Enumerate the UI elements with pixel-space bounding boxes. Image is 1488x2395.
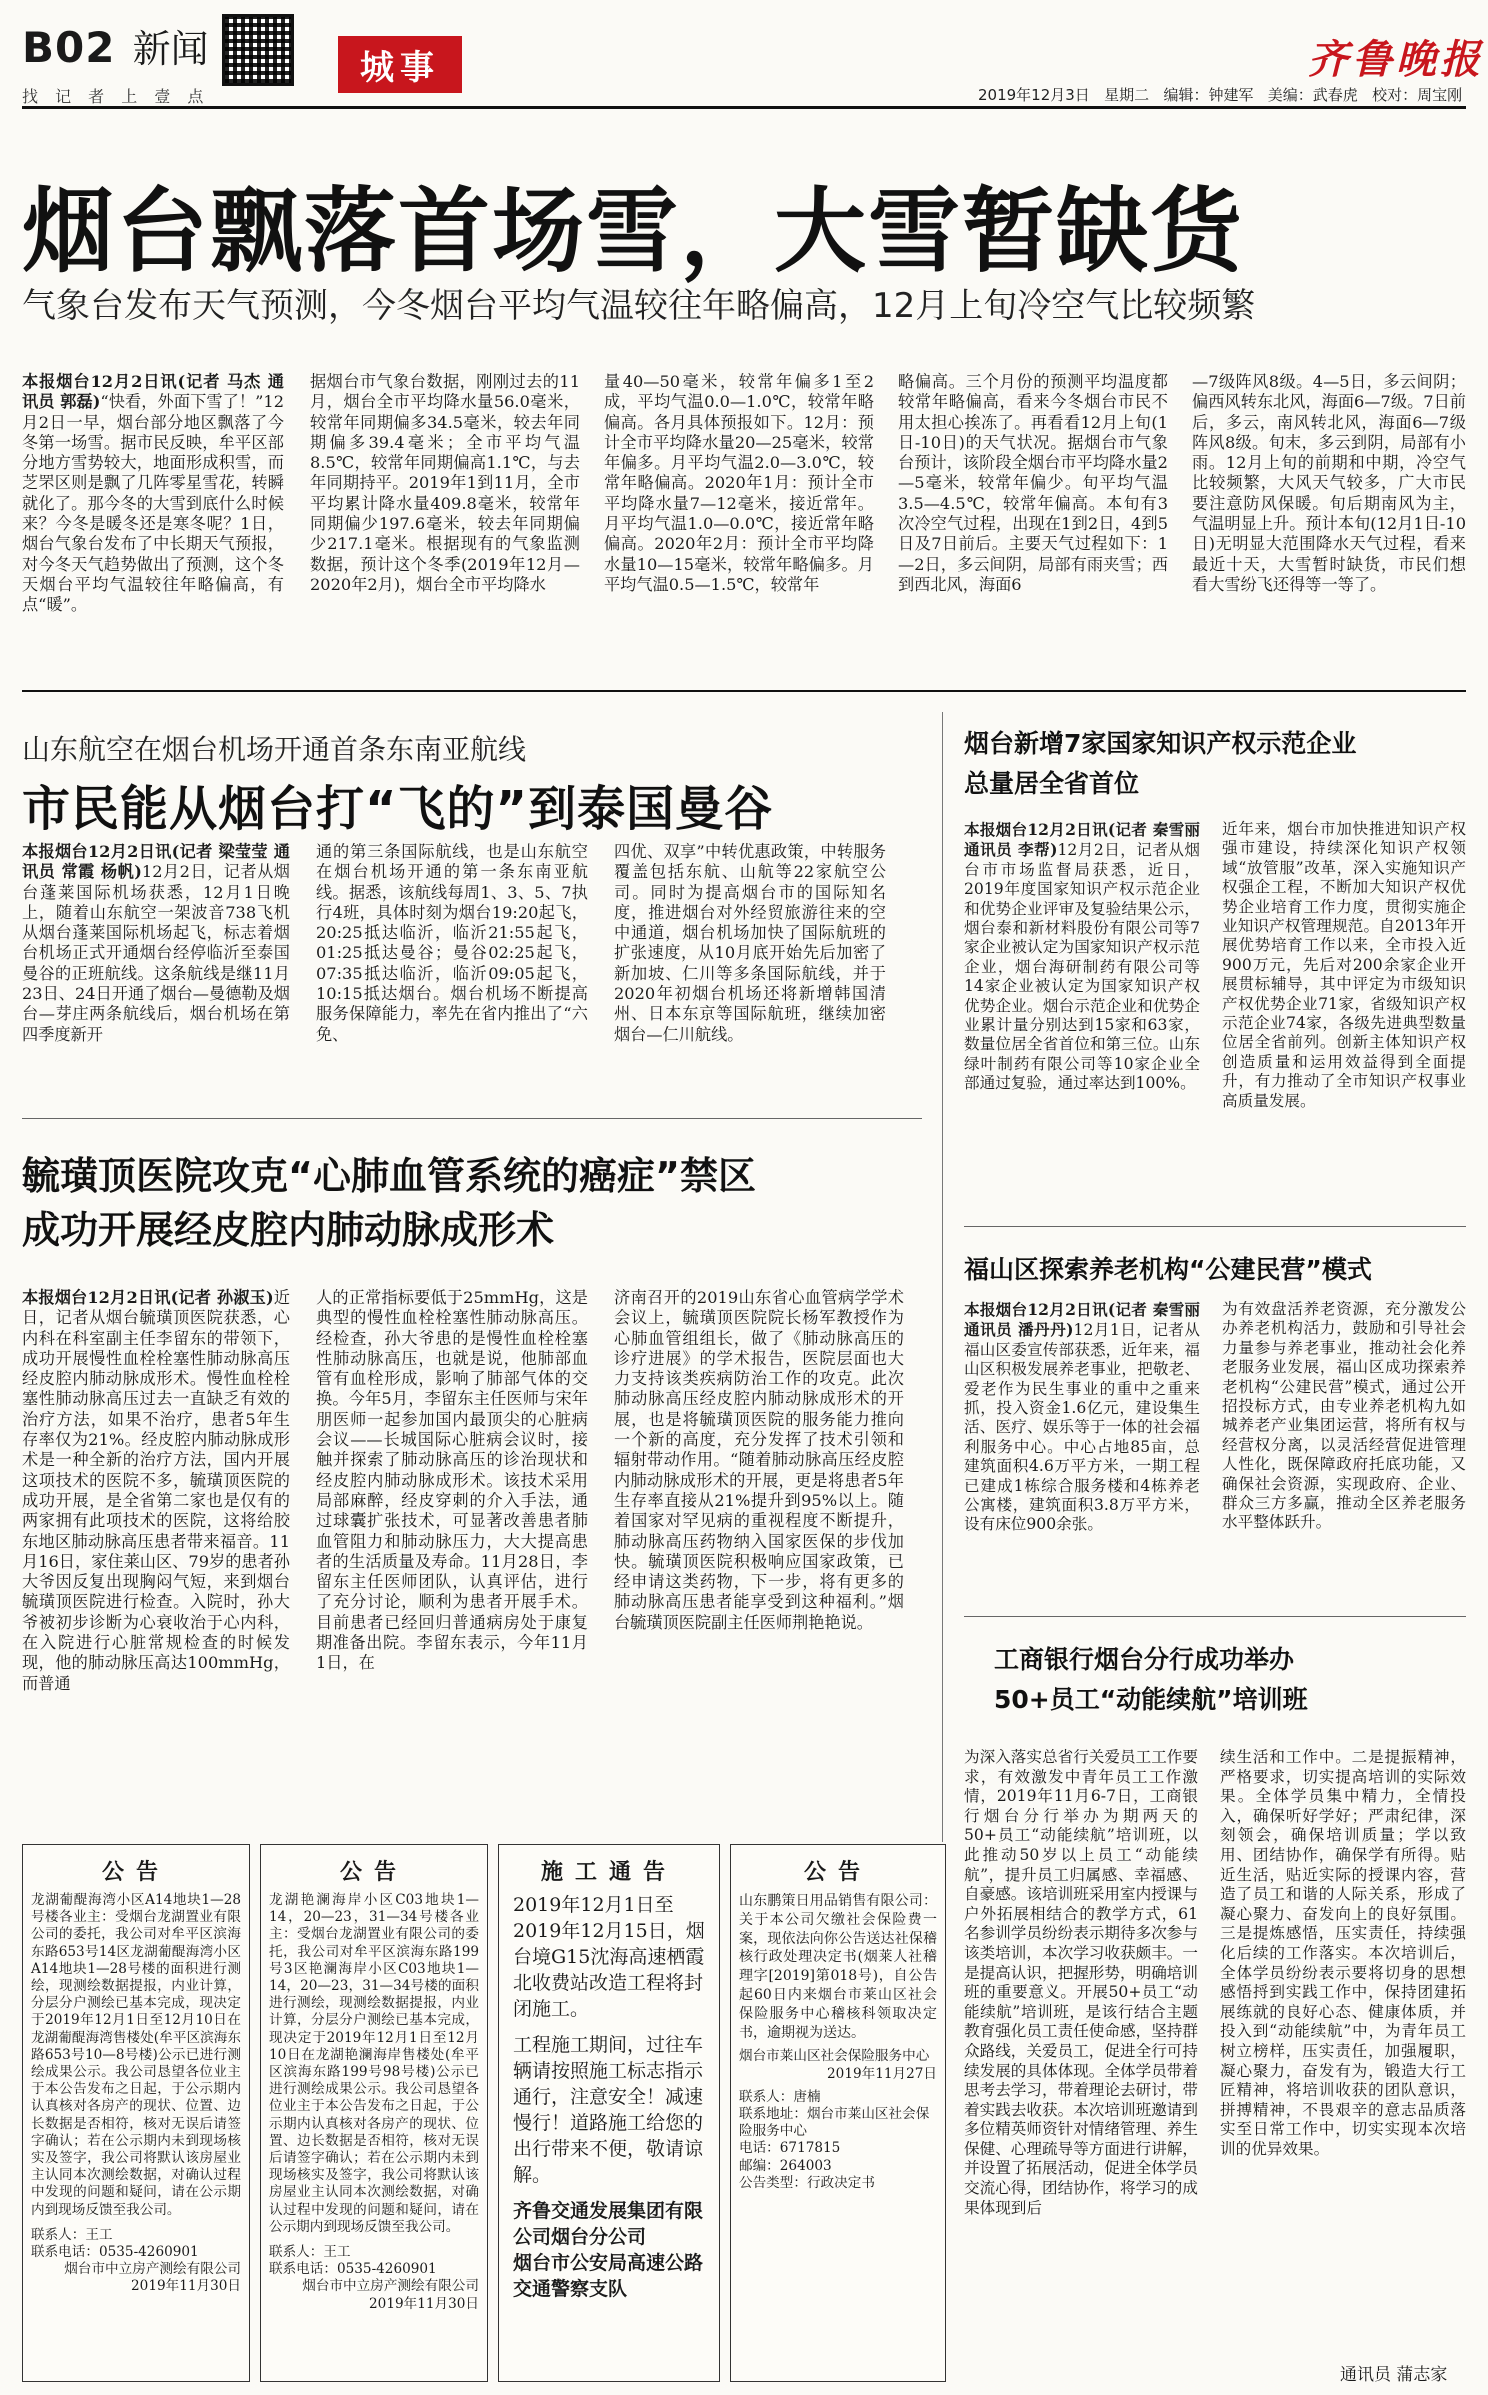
- story5-column-2: 为有效盘活养老资源，充分激发公办养老机构活力，鼓励和引导社会力量参与养老事业，推动社会化养老服务业发展，福山区成功探索养老机构“公建民营”模式，通过公开招投标方式，由专业养老机构九如城养老产业集团运营，将所有权与经营权分离，以灵活经营促进管理人性化，既保障政府托底功能，又确保社会资源，实现政府、企业、群众三方多赢，推动全区养老服务水平整体跃升。: [1222, 1300, 1466, 1532]
- column-divider-right: [942, 712, 943, 1842]
- section-name: 新闻: [132, 27, 209, 71]
- story4-column-1: [964, 820, 1200, 1216]
- story2-kicker: 山东航空在烟台机场开通首条东南亚航线: [22, 733, 527, 766]
- notice-2-contact: 联系人：王工: [269, 2244, 351, 2261]
- newspaper-logo: 齐鲁晚报: [1308, 36, 1484, 83]
- notice-2-org: 烟台市中立房产测绘有限公司: [302, 2278, 479, 2295]
- story4-divider: [964, 1226, 1466, 1227]
- notice-4-postcode: 邮编：264003: [739, 2157, 832, 2174]
- notice-3-title: 施工通告: [540, 1860, 677, 1885]
- page-number: B02: [22, 23, 116, 72]
- story1-dateline: 本报烟台12月2日讯(记者 马杰 通讯员 郭磊): [22, 372, 284, 412]
- story1-headline: 烟台飘落首场雪，大雪暂缺货: [22, 178, 1245, 285]
- notice-1-date: 2019年11月30日: [131, 2278, 241, 2295]
- story2-column-2: 通的第三条国际航线，也是山东航空在烟台机场开通的第一条东南亚航线。据悉，该航线每周1、3、5、7执行4班，具体时刻为烟台19:20起飞，20:25抵达临沂，临沂21:55起飞，01:25抵达曼谷；曼谷02:25起飞，07:35抵达临沂，临沂09:05起飞，10:15抵达烟台。烟台机场不断提高服务保障能力，率先在省内推出了“六免、: [316, 842, 588, 1044]
- notice-1-org: 烟台市中立房产测绘有限公司: [64, 2261, 241, 2278]
- notice-1-body: 龙湖葡醍海湾小区A14地块1—28号楼各业主：受烟台龙湖置业有限公司的委托，我公司对牟平区滨海东路653号14区龙湖葡醍海湾小区A14地块1—28号楼的面积进行测绘，现测绘数据提报，内业计算，分层分户测绘已基本完成，现决定于2019年12月1日至12月10日在龙湖葡醍海湾售楼处(牟平区滨海东路653号10—8号楼)公示已进行测绘成果公示。我公司恳望各位业主于本公告发布之日起，于公示期内认真核对各房产的现状、位置、边长数据是否相符，核对无误后请签字确认；若在公示期内未到现场核实及签字，我公司将默认该房屋业主认同本次测绘数据，对确认过程中发现的问题和疑问，请在公示期内到现场反馈至我公司。: [31, 1892, 241, 2218]
- story1-column-1: [22, 372, 284, 670]
- notice-4-org: 烟台市莱山区社会保险服务中心: [739, 2048, 930, 2065]
- story3-headline-line2: 成功开展经皮腔内肺动脉成形术: [22, 1208, 555, 1252]
- notice-4-type: 公告类型：行政决定书: [739, 2174, 875, 2191]
- notice-1: [22, 1844, 250, 2382]
- qr-code-icon[interactable]: [222, 14, 294, 86]
- masthead-left: [22, 18, 209, 73]
- notice-2-title: 公告: [339, 1860, 408, 1885]
- story4-headline-line1: 烟台新增7家国家知识产权示范企业: [964, 729, 1357, 758]
- story4-text-1: 12月2日，记者从烟台市市场监督局获悉，近日，2019年度国家知识产权示范企业和优势企业评审及复验结果公示，烟台泰和新材料股份有限公司等7家企业被认定为国家知识产权示范企业，烟台海研制药有限公司等14家企业被认定为国家知识产权优势企业。烟台示范企业和优势企业累计量分别达到15家和63家，数量位居全省首位和第三位。山东绿叶制药有限公司等10家企业全部通过复验，通过率达到100%。: [964, 841, 1200, 1093]
- notice-1-phone: 联系电话：0535-4260901: [31, 2244, 199, 2261]
- story5-text-1: 12月1日，记者从福山区委宣传部获悉，近年来，福山区积极发展养老事业，把敬老、爱老作为民生事业的重中之重来抓，投入资金1.6亿元，建设集生活、医疗、娱乐等于一体的社会福利服务中心。中心占地85亩，总建筑面积4.6万平方米，一期工程已建成1栋综合服务楼和4栋养老公寓楼，建筑面积3.8万平方米，设有床位900余张。: [964, 1321, 1200, 1534]
- story6-column-1: 为深入落实总省行关爱员工工作要求，有效激发中青年员工工作激情，2019年11月6-7日，工商银行烟台分行举办为期两天的50+员工“动能续航”培训班，以此推动50岁以上员工“动能续航”，提升员工归属感、幸福感、自豪感。该培训班采用室内授课与户外拓展相结合的教学方式，61名参训学员纷纷表示期待多次参与该类培训，本次学习收获颇丰。一是提高认识，把握形势，明确培训班的重要意义。开展50+员工“动能续航”培训班，是该行结合主题教育强化员工责任使命感，坚持群众路线，关爱员工，促进全行可持续发展的具体体现。全体学员带着思考去学习，带着理论去研讨，带着实践去收获。本次培训班邀请到多位精英师资针对情绪管理、养生保健、心理疏导等方面进行讲解，并设置了拓展活动，促进全体学员交流心得，团结协作，将学习的成果体现到后: [964, 1748, 1198, 2217]
- notice-4-body: 山东鹏策日用品销售有限公司：关于本公司欠缴社会保险费一案，现依法向你公告送达社保稽核行政处理决定书(烟莱人社稽理字[2019]第018号)，自公告起60日内来烟台市莱山区社会保险服务中心稽核科领取决定书，逾期视为送达。: [739, 1893, 937, 2041]
- story3-headline-line1: 毓璜顶医院攻克“心肺血管系统的癌症”禁区: [22, 1154, 756, 1198]
- notice-3-body-2: 工程施工期间，过往车辆请按照施工标志指示通行，注意安全！减速慢行！道路施工给您的出行带来不便，敬请谅解。: [513, 2034, 704, 2186]
- notice-2: [260, 1844, 488, 2382]
- nav-note: 找 记 者 上 壹 点: [22, 87, 210, 106]
- story4-headline-line2: 总量居全省首位: [964, 769, 1140, 798]
- story1-divider: [22, 690, 1466, 692]
- notice-4-date: 2019年11月27日: [827, 2065, 937, 2082]
- story2-dateline: 本报烟台12月2日讯(记者 梁莹莹 通讯员 常霞 杨帆): [22, 842, 290, 882]
- proofreader: 校对：周宝刚: [1372, 86, 1463, 104]
- notice-4-phone: 电话：6717815: [739, 2140, 841, 2157]
- notice-3-org-1: 齐鲁交通发展集团有限公司烟台分公司: [513, 2200, 704, 2248]
- notice-2-date: 2019年11月30日: [369, 2295, 479, 2312]
- notice-1-contact: 联系人：王工: [31, 2226, 113, 2243]
- issue-weekday: 星期二: [1104, 86, 1150, 104]
- notice-4-contact: 联系人：唐楠: [739, 2088, 821, 2105]
- notice-2-body: 龙湖艳澜海岸小区C03地块1—14，20—23，31—34号楼各业主：受烟台龙湖置业有限公司的委托，我公司对牟平区滨海东路199号3区艳澜海岸小区C03地块1—14，20—23，31—34号楼的面积进行测绘，现测绘数据提报，内业计算，分层分户测绘已基本完成，现决定于2019年12月1日至12月10日在龙湖艳澜海岸售楼处(牟平区滨海东路199号98号楼)公示已进行测绘成果公示。我公司恳望各位业主于本公告发布之日起，于公示期内认真核对各房产的现状、位置、边长数据是否相符，核对无误后请签字确认；若在公示期内未到现场核实及签字，我公司将默认该房屋业主认同本次测绘数据，对确认过程中发现的问题和疑问，请在公示期内到现场反馈至我公司。: [269, 1892, 479, 2235]
- story5-divider: [964, 1616, 1466, 1617]
- story3-text-1: 近日，记者从烟台毓璜顶医院获悉，心内科在科室副主任李留东的带领下，成功开展慢性血栓栓塞性肺动脉高压经皮腔内肺动脉成形术。慢性血栓栓塞性肺动脉高压过去一直缺乏有效的治疗方法，如果不治疗，患者5年生存率仅为21%。经皮腔内肺动脉成形术是一种全新的治疗方法，国内开展这项技术的医院不多，毓璜顶医院的成功开展，是全省第二家也是仅有的两家拥有此项技术的医院，这将给胶东地区肺动脉高压患者带来福音。11月16日，家住莱山区、79岁的患者孙大爷因反复出现胸闷气短，来到烟台毓璜顶医院进行检查。入院时，孙大爷被初步诊断为心衰收治于心内科，在入院进行心脏常规检查的时候发现，他的肺动脉压高达100mmHg，而普通: [22, 1288, 290, 1693]
- story3-dateline: 本报烟台12月2日讯(记者 孙淑玉): [22, 1288, 274, 1307]
- story3-column-2: 人的正常指标要低于25mmHg，这是典型的慢性血栓栓塞性肺动脉高压。经检查，孙大爷患的是慢性血栓栓塞性肺动脉高压，也就是说，他肺部血管有血栓形成，影响了肺部气体的交换。今年5月，李留东主任医师与宋年朋医师一起参加国内最顶尖的心脏病会议——长城国际心脏病会议时，接触并探索了肺动脉高压的诊治现状和经皮腔内肺动脉成形术。该技术采用局部麻醉，经皮穿刺的介入手法，通过球囊扩张技术，可显著改善患者肺血管阻力和肺动脉压力，大大提高患者的生活质量及寿命。11月28日，李留东主任医师团队，认真评估，进行了充分讨论，顺利为患者开展手术。目前患者已经回归普通病房处于康复期准备出院。李留东表示，今年11月1日，在: [316, 1288, 588, 1673]
- notice-4-title: 公告: [803, 1860, 872, 1885]
- masthead-rule: [22, 106, 1466, 109]
- story6-headline-line2: 50+员工“动能续航”培训班: [994, 1685, 1308, 1714]
- notice-4: [730, 1844, 946, 2382]
- notice-3-org-2: 烟台市公安局高速公路交通警察支队: [513, 2252, 704, 2300]
- story2-headline: 市民能从烟台打“飞的”到泰国曼谷: [22, 781, 774, 837]
- story1-text-1: “快看，外面下雪了！”12月2日一早，烟台部分地区飘落了今冬第一场雪。据市民反映，牟平区部分地方雪势较大，地面形成积雪，而芝罘区则是飘了几阵零星雪花，转瞬就化了。那今冬的大雪到底什么时候来？今冬是暖冬还是寒冬呢？1日，烟台气象台发布了中长期天气预报，对今冬天气趋势做出了预测，这个冬天烟台平均气温较往年略偏高，有点“暖”。: [22, 392, 284, 615]
- notice-4-address: 联系地址：烟台市莱山区社会保险服务中心: [739, 2105, 930, 2140]
- story1-column-4: 略偏高。三个月份的预测平均温度都较常年略偏高，看来今冬烟台市民不用太担心挨冻了。再看看12月上旬(1日-10日)的天气状况。据烟台市气象台预计，该阶段全烟台市平均降水量2—5毫米，较常年偏少。旬平均气温3.5—4.5℃，较常年偏高。本旬有3次冷空气过程，出现在1到2日，4到5日及7日前后。主要天气过程如下：1—2日，多云间阴，局部有雨夹雪；西到西北风，海面6: [898, 372, 1168, 594]
- story2-column-1: [22, 842, 290, 1100]
- story1-column-3: 量40—50毫米，较常年偏多1至2成，平均气温0.0—1.0℃，较常年略偏高。各月具体预报如下。12月：预计全市平均降水量20—25毫米，较常年偏多。月平均气温2.0—3.0℃，较常年略偏高。2020年1月：预计全市平均降水量7—12毫米，接近常年。月平均气温1.0—0.0℃，接近常年略偏高。2020年2月：预计全市平均降水量10—15毫米，较常年略偏多。月平均气温0.5—1.5℃，较常年: [604, 372, 874, 594]
- notice-3: [498, 1844, 720, 2382]
- story3-column-1: [22, 1288, 290, 1820]
- story5-headline: 福山区探索养老机构“公建民营”模式: [964, 1255, 1372, 1284]
- story1-column-5: —7级阵风8级。4—5日，多云间阴；偏西风转东北风，海面6—7级。7日前后，多云，南风转北风，海面6—7级阵风8级。旬末，多云到阴，局部有小雨。12月上旬的前期和中期，冷空气比较频繁，大风天气较多，广大市民要注意防风保暖。旬后期南风为主，气温明显上升。预计本旬(12月1日-10日)无明显大范围降水天气过程，看来最近十天，大雪暂时缺货，市民们想看大雪纷飞还得等一等了。: [1192, 372, 1466, 594]
- story5-dateline: 本报烟台12月2日讯(记者 秦雪丽 通讯员 潘丹丹): [964, 1300, 1200, 1340]
- story2-divider: [22, 1118, 922, 1119]
- issue-date: 2019年12月3日: [978, 86, 1090, 104]
- story1-subhead: 气象台发布天气预测，今冬烟台平均气温较往年略偏高，12月上旬冷空气比较频繁: [22, 286, 1256, 326]
- story4-column-2: 近年来，烟台市加快推进知识产权强市建设，持续深化知识产权领域“放管服”改革，深入实施知识产权强企工程，不断加大知识产权优势企业培育工作力度，贯彻实施企业知识产权管理规范。自2013年开展优势培育工作以来，全市投入近900万元，先后对200余家企业开展贯标辅导，其中评定为市级知识产权优势企业71家，省级知识产权示范企业74家，各级先进典型数量位居全省前列。创新主体知识产权创造质量和运用效益得到全面提升，有力推动了全市知识产权事业高质量发展。: [1222, 820, 1466, 1110]
- notice-1-title: 公告: [101, 1860, 170, 1885]
- issue-meta: [978, 84, 1462, 105]
- story5-column-1: [964, 1300, 1200, 1606]
- story3-column-3: 济南召开的2019山东省心血管病学学术会议上，毓璜顶医院院长杨军教授作为心肺血管组组长，做了《肺动脉高压的诊疗进展》的学术报告，医院层面也大力支持该类疾病防治工作的攻克。此次肺动脉高压经皮腔内肺动脉成形术的开展，也是将毓璜顶医院的服务能力推向一个新的高度，充分发挥了技术引领和辐射带动作用。“随着肺动脉高压经皮腔内肺动脉成形术的开展，更是将患者5年生存率直接从21%提升到95%以上。随着国家对罕见病的重视程度不断提升，肺动脉高压药物纳入国家医保的步伐加快。毓璜顶医院积极响应国家政策，已经申请这类药物，下一步，将有更多的肺动脉高压患者能享受到这种福利。”烟台毓璜顶医院副主任医师荆艳艳说。: [614, 1288, 904, 1632]
- notice-2-phone: 联系电话：0535-4260901: [269, 2261, 437, 2278]
- story4-dateline: 本报烟台12月2日讯(记者 秦雪丽 通讯员 李帮): [964, 820, 1200, 860]
- story6-column-2: 续生活和工作中。二是提振精神，严格要求，切实提高培训的实际效果。全体学员集中精力，全情投入，确保听好学好；严肃纪律，深刻领会，确保培训质量；学以致用、团结协作，确保学有所得。贴近生活，贴近实际的授课内容，营造了员工和谐的人际关系，形成了凝心聚力、奋发向上的良好氛围。三是提炼感悟，压实责任，持续强化后续的工作落实。本次培训后，全体学员纷纷表示要将切身的思想感悟捋到实践工作中，保持团建拓展练就的良好心态、健康体质，并投入到“动能续航”中，为青年员工树立榜样，压实责任，加强履职，凝心聚力，奋发有为，锻造大行工匠精神，将培训收获的团队意识，拼搏精神，不畏艰辛的意志品质落实至日常工作中，切实实现本次培训的优异效果。: [1220, 1748, 1466, 2158]
- story2-text-1: 12月2日，记者从烟台蓬莱国际机场获悉，12月1日晚上，随着山东航空一架波音738飞机从烟台蓬莱国际机场起飞，标志着烟台机场正式开通烟台经停临沂至泰国曼谷的正班航线。这条航线是继11月23日、24日开通了烟台—曼德勒及烟台—芽庄两条航线后，烟台机场在第四季度新开: [22, 862, 290, 1044]
- story6-credit: 通讯员 蒲志家: [1340, 2365, 1448, 2385]
- editor: 编辑：钟建军: [1163, 86, 1254, 104]
- story2-column-3: 四优、双享”中转优惠政策，中转服务覆盖包括东航、山航等22家航空公司。同时为提高烟台市的国际知名度，推进烟台对外经贸旅游往来的空中通道，烟台机场加快了国际航班的扩张速度，从10月底开始先后加密了新加坡、仁川等多条国际航线，并于2020年初烟台机场还将新增韩国清州、日本东京等国际航班，继续加密烟台—仁川航线。: [614, 842, 886, 1044]
- designer: 美编：武春虎: [1267, 86, 1358, 104]
- section-tag: 城事: [338, 36, 462, 93]
- story6-headline-line1: 工商银行烟台分行成功举办: [994, 1645, 1295, 1674]
- story1-column-2: 据烟台市气象台数据，刚刚过去的11月，烟台全市平均降水量56.0毫米，较常年同期偏多34.5毫米，较去年同期偏多39.4毫米；全市平均气温8.5℃，较常年同期偏高1.1℃，与去年同期持平。2019年1到11月，全市平均累计降水量409.8毫米，较常年同期偏少197.6毫米，较去年同期偏少217.1毫米。根据现有的气象监测数据，预计这个冬季(2019年12月—2020年2月)，烟台全市平均降水: [310, 372, 580, 594]
- notice-3-body-1: 2019年12月1日至2019年12月15日，烟台境G15沈海高速栖霞北收费站改造工程将封闭施工。: [513, 1894, 705, 2020]
